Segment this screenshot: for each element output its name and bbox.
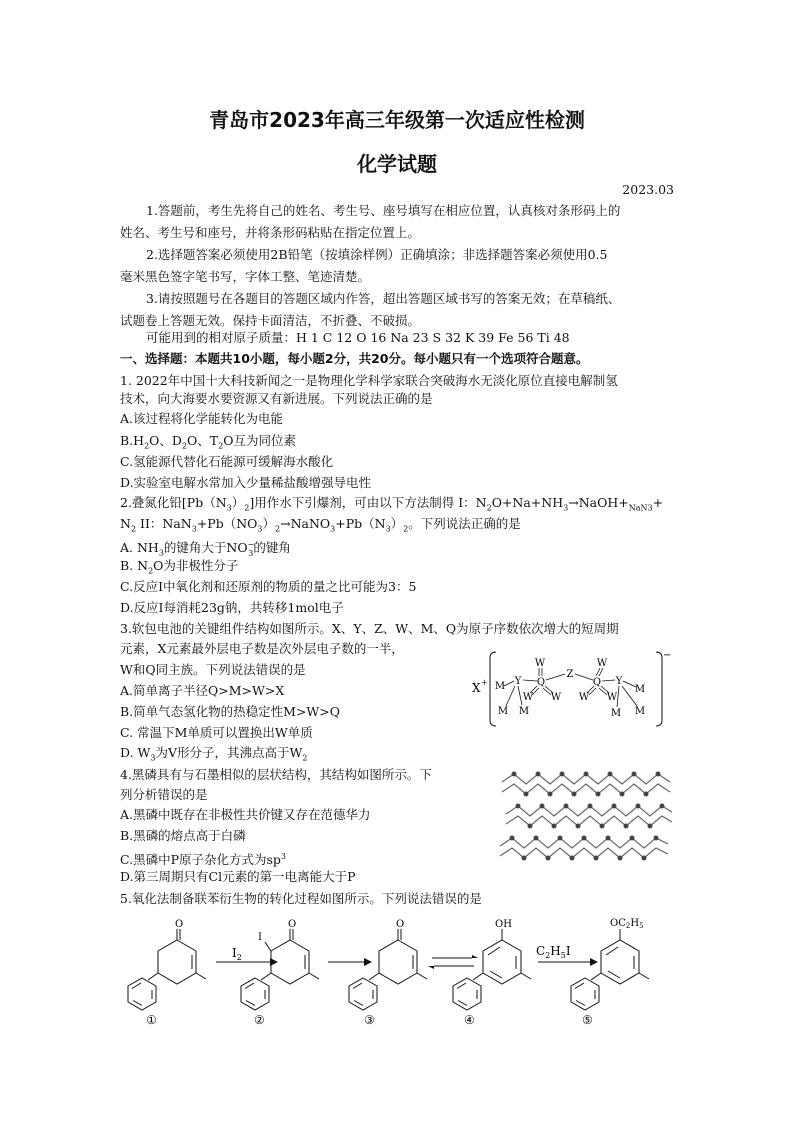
reagent-iodine: $I_2$ (232, 946, 242, 962)
q1-stem: 技术，向大海要水要资源又有新进展。下列说法正确的是 (120, 391, 433, 406)
q3-option-c: C. 常温下M单质可以置换出W单质 (120, 725, 313, 740)
exam-title: 青岛市2023年高三年级第一次适应性检测 (209, 108, 585, 132)
q4-stem: 列分析错误的是 (120, 787, 208, 802)
q4-option-c: C.黑磷中P原子杂化方式为$sp^3$ (120, 852, 287, 868)
q5-stem: 5.氧化法制备联苯衍生物的转化过程如图所示。下列说法错误的是 (120, 891, 482, 906)
q2-stem: 2.叠氮化铅$[Pb(N_3)_2]$用作水下引爆剂，可由以下方法制得 I：$N_2O+Na+NH_3\to NaOH+_{NaN3}+$ (120, 495, 664, 513)
atom-w: W (550, 692, 562, 703)
anion-charge: − (663, 650, 672, 661)
atom-z: Z (566, 669, 574, 680)
atom-m: M (634, 706, 646, 717)
cation-x: X (472, 681, 481, 695)
svg-text:O: O (175, 919, 184, 930)
atom-w: W (596, 658, 608, 669)
compound-label: ④ (464, 1013, 475, 1027)
compound-3 (349, 919, 427, 1010)
atom-m: M (518, 706, 530, 717)
atom-y: Y (514, 676, 522, 687)
cation-charge: + (481, 678, 488, 687)
q2-option-d: D.反应I每消耗23g钠，共转移1mol电子 (120, 600, 344, 615)
compound-label: ① (146, 1013, 157, 1027)
q3-stem: 元素，X元素最外层电子数是次外层电子数的一半， (120, 641, 404, 656)
atomic-masses: 可能用到的相对原子质量：H 1 C 12 O 16 Na 23 S 32 K 39 Fe 56 Ti 48 (146, 330, 570, 345)
q1-option-c: C.氢能源代替化石能源可缓解海水酸化 (120, 454, 334, 469)
q5-reaction-scheme (120, 912, 680, 1030)
q2-option-a: A. $NH_3$的键角大于$NO^-_3$的键角 (120, 540, 291, 558)
q1-stem: 1. 2022年中国十大科技新闻之一是物理化学科学家联合突破海水无淡化原位直接电解制氢 (120, 373, 618, 388)
exam-subject: 化学试题 (357, 152, 437, 176)
compound-4 (453, 919, 531, 1010)
instruction-line: 1.答题前，考生先将自己的姓名、考生号、座号填写在相应位置，认真核对条形码上的 (146, 203, 621, 218)
svg-text:I: I (258, 932, 262, 943)
exam-date: 2023.03 (622, 182, 674, 197)
atom-m: M (610, 708, 622, 719)
q3-option-b: B.简单气态氢化物的热稳定性M>W>Q (120, 704, 341, 719)
q4-option-a: A.黑磷中既存在非极性共价键又存在范德华力 (120, 807, 371, 822)
q3-option-d: D. $W_3$为V形分子，其沸点高于$W_2$ (120, 745, 308, 763)
compound-label: ② (254, 1013, 265, 1027)
q2-stem: $N_2$ II：$NaN_3+Pb(NO_3)_2\to NaNO_3+Pb(N_3)_2$。下列说法正确的是 (120, 516, 521, 534)
compound-5 (571, 918, 649, 1010)
q1-option-b: $B.H_2O$、$D_2O$、$T_2O$互为同位素 (120, 433, 296, 451)
atom-w: W (522, 692, 534, 703)
q2-option-c: C.反应I中氧化剂和还原剂的物质的量之比可能为3：5 (120, 579, 417, 594)
compound-label: ③ (364, 1013, 375, 1027)
atom-q: Q (592, 677, 602, 688)
atom-m: M (494, 681, 506, 692)
atom-w: W (578, 692, 590, 703)
q4-stem: 4.黑磷具有与石墨相似的层状结构，其结构如图所示。下 (120, 767, 432, 782)
q3-option-a: A.简单离子半径Q>M>W>X (120, 683, 285, 698)
svg-text:O: O (396, 919, 405, 930)
q4-option-b: B.黑磷的熔点高于白磷 (120, 828, 246, 843)
q3-stem: W和Q同主族。下列说法错误的是 (120, 662, 306, 677)
instruction-line: 试题卷上答题无效。保持卡面清洁，不折叠、不破损。 (120, 313, 421, 328)
atom-w: W (534, 658, 546, 669)
q3-structure-figure (466, 648, 672, 730)
compound-2 (241, 919, 319, 1010)
atom-m: M (497, 706, 509, 717)
instruction-line: 3.请按照题号在各题目的答题区域内作答，超出答题区域书写的答案无效；在草稿纸、 (146, 291, 621, 306)
compound-1 (128, 919, 206, 1010)
atom-m: M (634, 684, 646, 695)
black-phosphorus-layers-icon (496, 766, 676, 866)
reagent-ethyl-iodide: $C_2H_5I$ (536, 944, 571, 960)
q3-stem: 3.软包电池的关键组件结构如图所示。X、Y、Z、W、M、Q为原子序数依次增大的短周期 (120, 621, 619, 636)
svg-text:O: O (288, 919, 297, 930)
q4-option-d: D.第三周期只有Cl元素的第一电离能大于P (120, 869, 356, 884)
atom-w: W (606, 692, 618, 703)
section-heading: 一、选择题：本题共10小题，每小题2分，共20分。每小题只有一个选项符合题意。 (120, 351, 589, 366)
svg-text:OC2H5: $OC_2H_5$ (610, 918, 644, 930)
instruction-line: 姓名、考生号和座号，并将条形码粘贴在指定位置上。 (120, 225, 421, 240)
q2-option-b: B. $N_2O$为非极性分子 (120, 558, 239, 576)
q1-option-d: D.实验室电解水常加入少量稀盐酸增强导电性 (120, 475, 372, 490)
svg-text:OH: OH (495, 919, 512, 930)
atom-y: Y (615, 676, 623, 687)
atom-q: Q (536, 677, 546, 688)
instruction-line: 毫米黑色签字笔书写，字体工整、笔迹清楚。 (120, 269, 371, 284)
q1-option-a: A.该过程将化学能转化为电能 (120, 411, 284, 426)
compound-label: ⑤ (582, 1013, 593, 1027)
instruction-line: 2.选择题答案必须使用2B铅笔（按填涂样例）正确填涂；非选择题答案必须使用0.5 (146, 247, 608, 262)
